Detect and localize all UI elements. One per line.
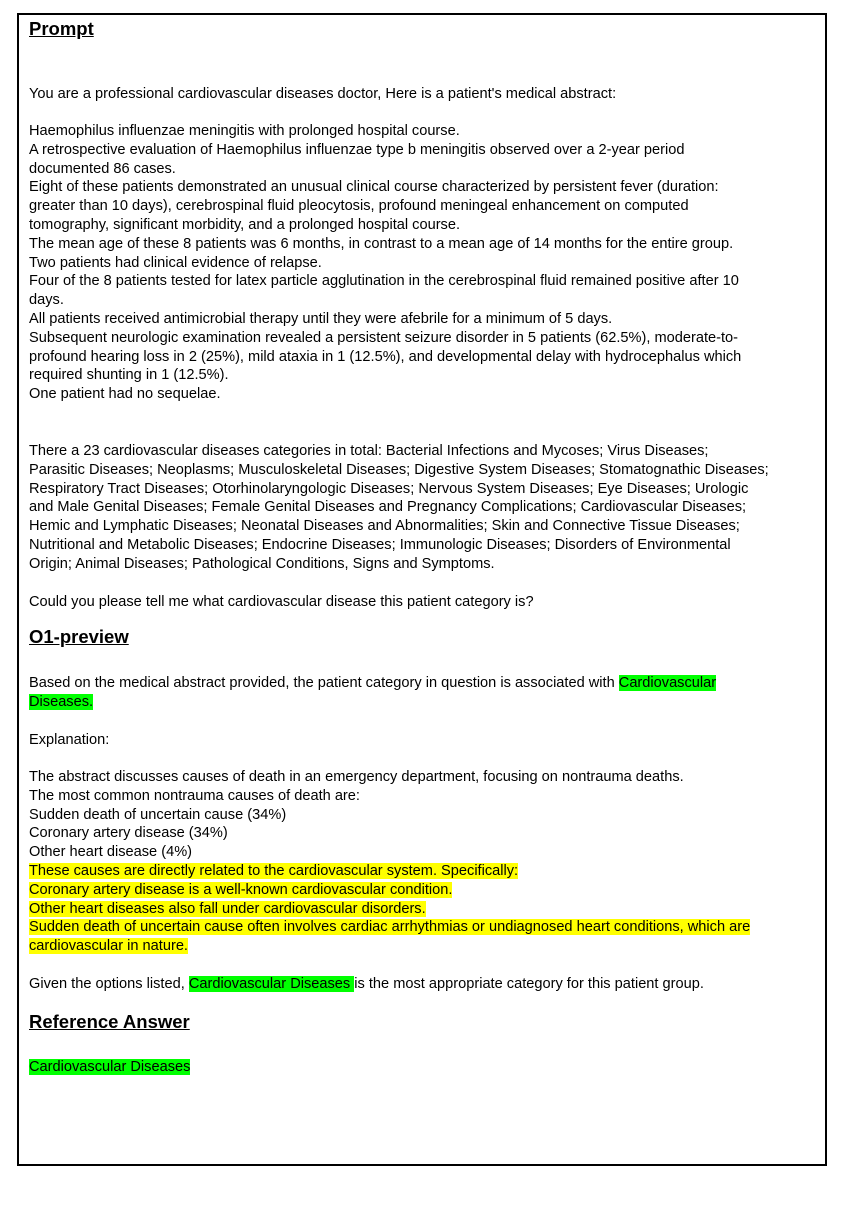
answer-line: [29, 693, 824, 712]
explanation-line: Coronary artery disease (34%): [29, 825, 228, 842]
patient-abstract: [29, 122, 824, 404]
abstract-line: A retrospective evaluation of Haemophilus influenzae type b meningitis observed over a 2-year period: [29, 141, 685, 158]
categories-list: [29, 442, 824, 574]
abstract-line: The mean age of these 8 patients was 6 months, in contrast to a mean age of 14 months for the entire group.: [29, 235, 734, 252]
abstract-line: days.: [29, 292, 64, 309]
conclusion-highlight: Cardiovascular Diseases: [188, 976, 355, 992]
abstract-line: profound hearing loss in 2 (25%), mild ataxia in 1 (12.5%), and developmental delay with hydrocephalus which: [29, 348, 742, 365]
o1-explanation: [29, 768, 824, 956]
categories-line: Respiratory Tract Diseases; Otorhinolaryngologic Diseases; Nervous System Diseases; Eye Diseases; Urologic: [29, 480, 749, 497]
explanation-line: Other heart disease (4%): [29, 844, 193, 861]
categories-line: and Male Genital Diseases; Female Genital Diseases and Pregnancy Complications; Cardiovascular Diseases;: [29, 499, 747, 516]
abstract-line: Four of the 8 patients tested for latex particle agglutination in the cerebrospinal fluid remained positive after 10: [29, 273, 739, 290]
yellow-highlight: Other heart diseases also fall under cardiovascular disorders.: [29, 900, 426, 917]
abstract-line: One patient had no sequelae.: [29, 386, 221, 403]
categories-line: Nutritional and Metabolic Diseases; Endocrine Diseases; Immunologic Diseases; Disorders of Environmental: [29, 536, 731, 553]
o1-conclusion: [29, 975, 824, 994]
abstract-line: All patients received antimicrobial therapy until they were afebrile for a minimum of 5 days.: [29, 310, 613, 327]
explanation-line: Sudden death of uncertain cause (34%): [29, 806, 287, 823]
question-text: Could you please tell me what cardiovascular disease this patient category is?: [29, 594, 534, 610]
abstract-line: required shunting in 1 (12.5%).: [29, 367, 229, 384]
categories-line: Origin; Animal Diseases; Pathological Conditions, Signs and Symptoms.: [29, 555, 495, 572]
abstract-line: tomography, significant morbidity, and a prolonged hospital course.: [29, 216, 461, 233]
categories-line: Hemic and Lymphatic Diseases; Neonatal Diseases and Abnormalities; Skin and Connective Tissue Diseases;: [29, 518, 740, 535]
abstract-line: documented 86 cases.: [29, 160, 176, 177]
answer-prefix: Based on the medical abstract provided, the patient category in question is associated with: [29, 675, 619, 691]
categories-line: There a 23 cardiovascular diseases categories in total: Bacterial Infections and Mycoses; Virus Diseases;: [29, 443, 709, 459]
answer-highlight: Diseases.: [29, 693, 94, 710]
prompt-question: [29, 593, 824, 612]
abstract-line: Eight of these patients demonstrated an unusual clinical course characterized by persistent fever (duration:: [29, 179, 719, 196]
abstract-line: Two patients had clinical evidence of relapse.: [29, 254, 322, 271]
prompt-heading: Prompt: [29, 18, 94, 39]
yellow-highlight: Sudden death of uncertain cause often involves cardiac arrhythmias or undiagnosed heart conditions, which are: [29, 919, 751, 936]
explanation-label: [29, 731, 824, 750]
reference-heading: Reference Answer: [29, 1011, 190, 1032]
explanation-text: Explanation:: [29, 732, 110, 748]
conclusion-line: [29, 975, 824, 994]
explanation-line: The abstract discusses causes of death in an emergency department, focusing on nontrauma deaths.: [29, 769, 684, 785]
highlighted-line: [29, 862, 824, 881]
prompt-intro: [29, 85, 824, 104]
yellow-highlight: Coronary artery disease is a well-known cardiovascular condition.: [29, 881, 453, 898]
highlighted-line: [29, 937, 824, 956]
highlighted-line: [29, 900, 824, 919]
categories-line: Parasitic Diseases; Neoplasms; Musculoskeletal Diseases; Digestive System Diseases; Stomatognathic Diseases;: [29, 461, 769, 478]
highlighted-line: [29, 881, 824, 900]
reference-answer: [29, 1058, 824, 1077]
reference-highlight: Cardiovascular Diseases: [29, 1059, 191, 1075]
abstract-line: Haemophilus influenzae meningitis with prolonged hospital course.: [29, 123, 460, 139]
yellow-highlight: cardiovascular in nature.: [29, 938, 188, 955]
explanation-line: The most common nontrauma causes of death are:: [29, 787, 360, 804]
abstract-line: greater than 10 days), cerebrospinal fluid pleocytosis, profound meningeal enhancement on computed: [29, 198, 689, 215]
conclusion-suffix: is the most appropriate category for this patient group.: [354, 976, 704, 992]
answer-line: [29, 674, 824, 693]
intro-text: You are a professional cardiovascular diseases doctor, Here is a patient's medical abstract:: [29, 86, 617, 102]
o1-heading: O1-preview: [29, 626, 129, 647]
highlighted-line: [29, 918, 824, 937]
reference-line: [29, 1058, 824, 1077]
yellow-highlight: These causes are directly related to the cardiovascular system. Specifically:: [29, 862, 519, 879]
abstract-line: Subsequent neurologic examination revealed a persistent seizure disorder in 5 patients (62.5%), moderate-to-: [29, 329, 739, 346]
o1-answer: [29, 674, 824, 712]
answer-highlight: Cardiovascular: [618, 675, 717, 691]
conclusion-prefix: Given the options listed,: [29, 976, 189, 992]
